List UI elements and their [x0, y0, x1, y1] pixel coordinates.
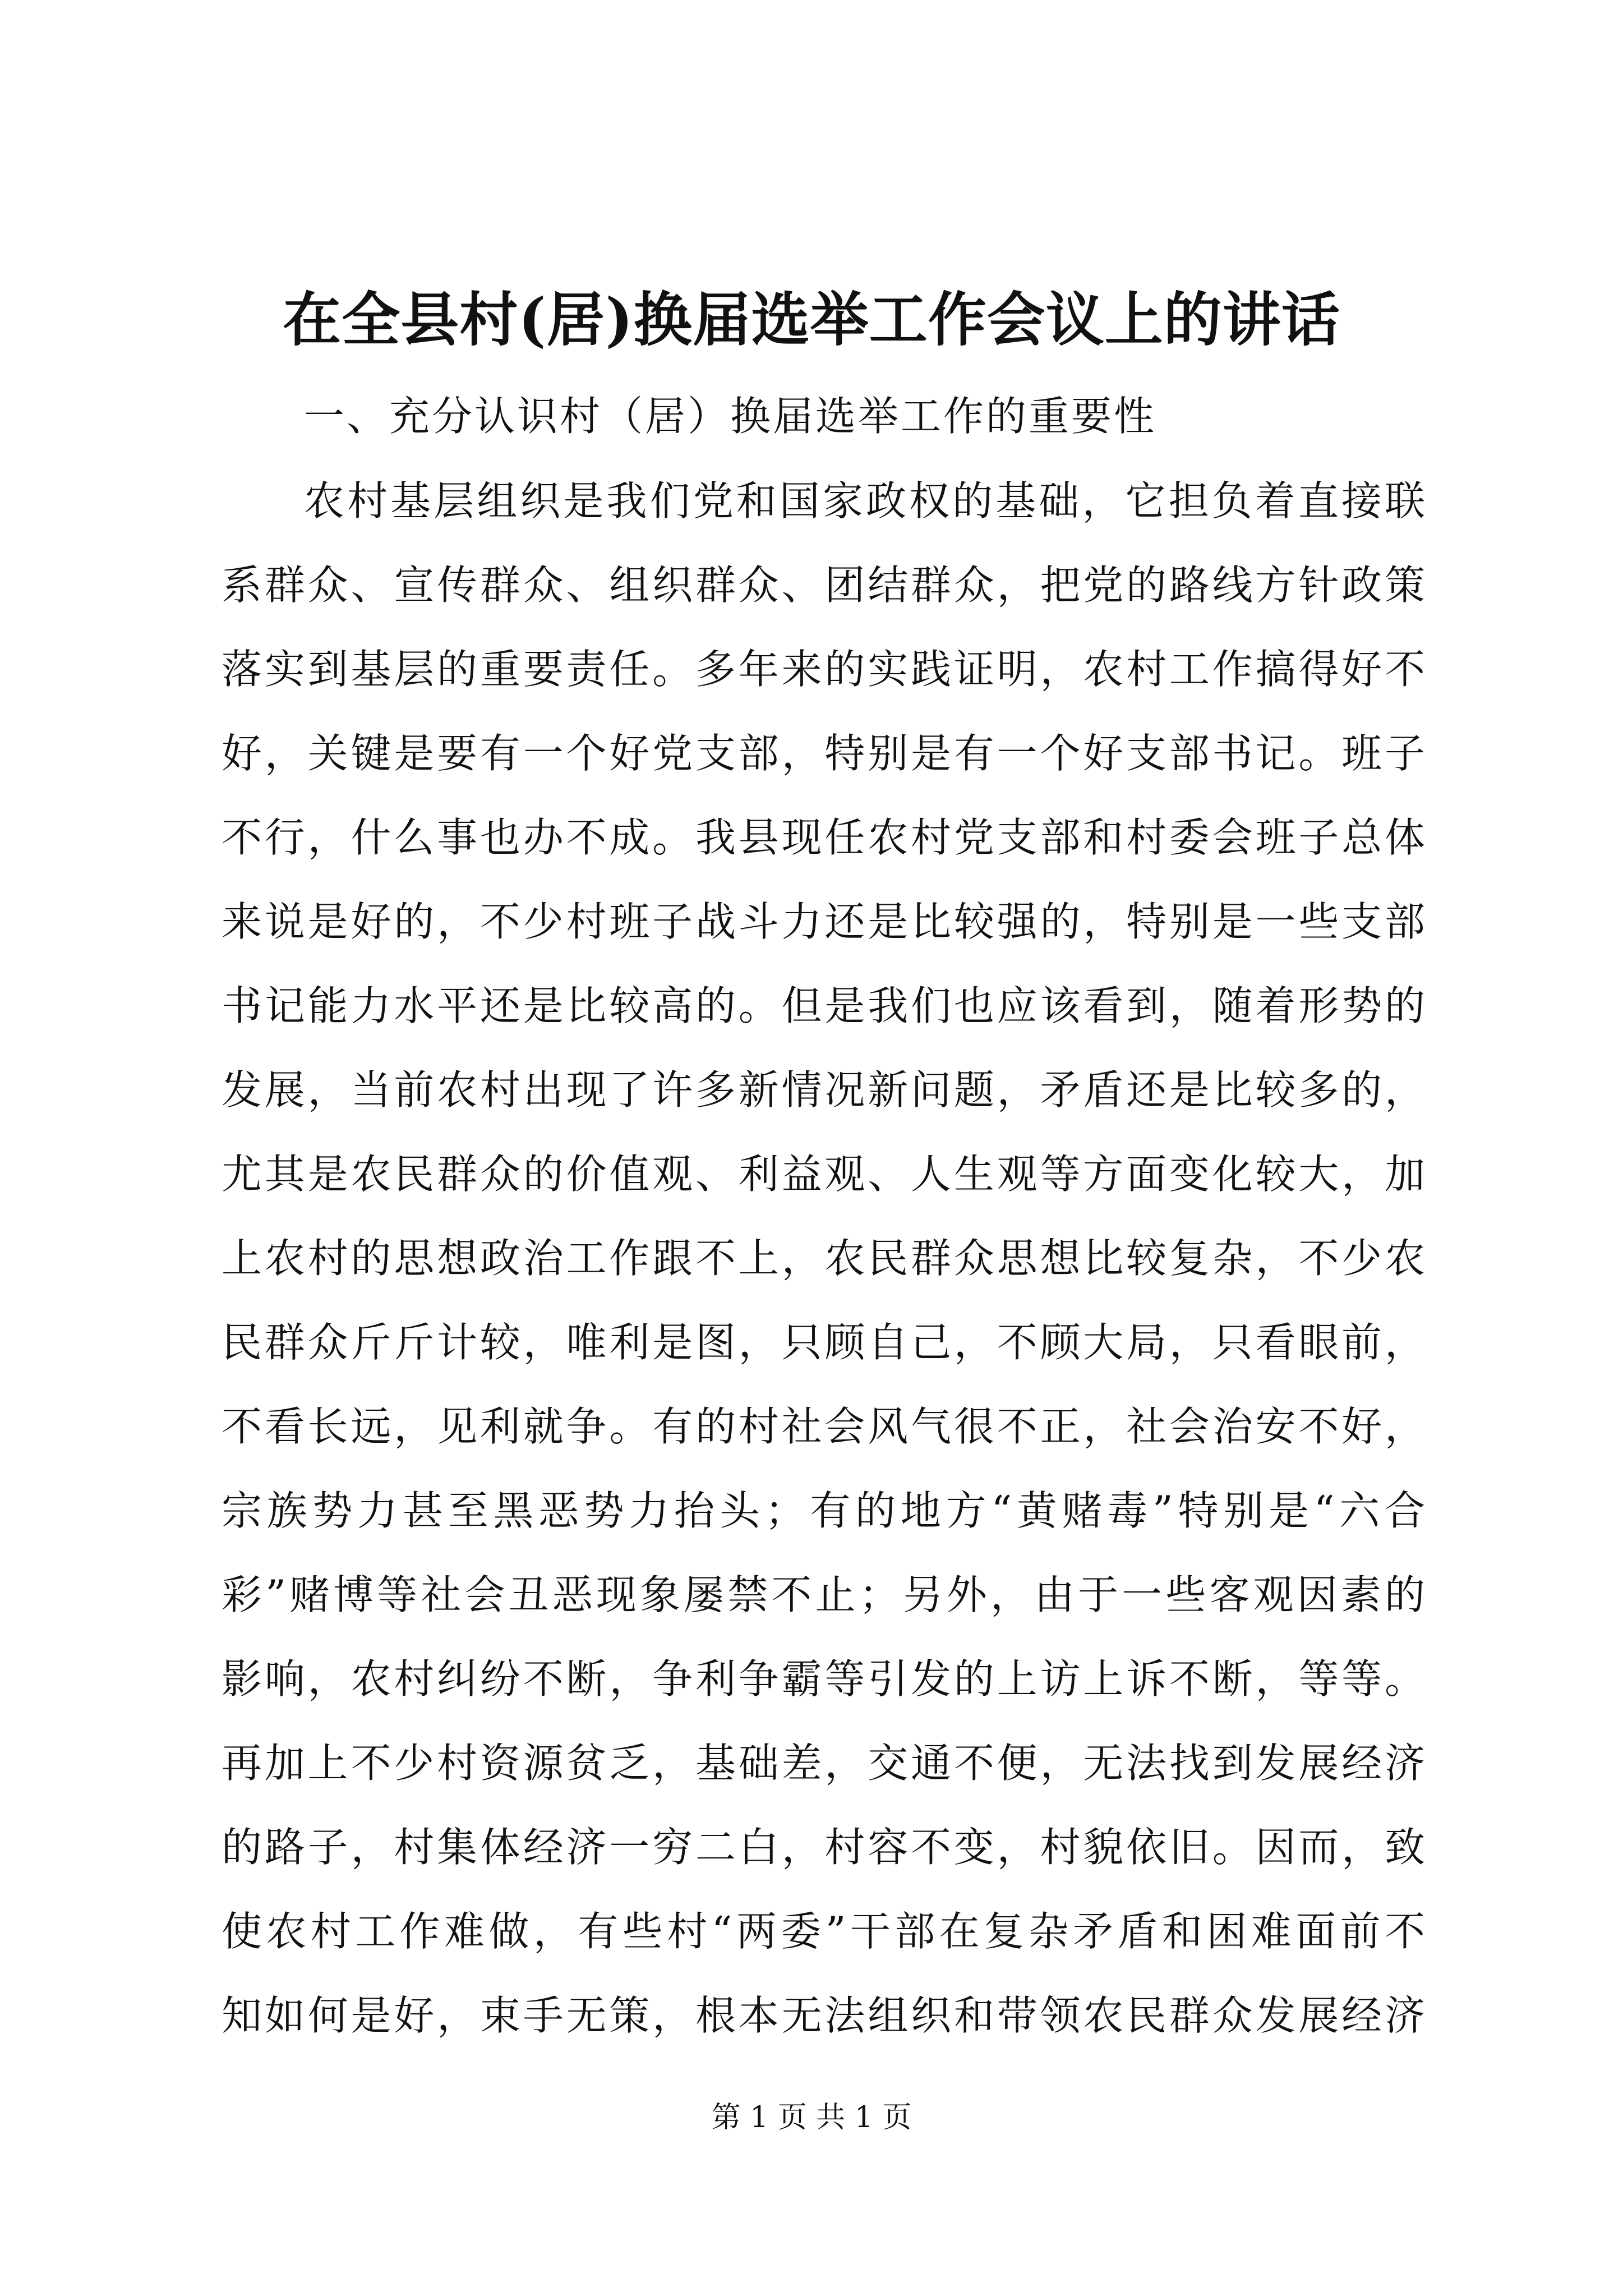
- paragraph-line: 发展，当前农村出现了许多新情况新问题，矛盾还是比较多的，: [222, 1066, 1427, 1114]
- paragraph-line: 的路子，村集体经济一穷二白，村容不变，村貌依旧。因而，致: [222, 1824, 1427, 1871]
- paragraph-line: 不看长远，见利就争。有的村社会风气很不正，社会治安不好，: [222, 1403, 1427, 1450]
- paragraph-line: 影响，农村纠纷不断，争利争霸等引发的上访上诉不断，等等。: [222, 1655, 1427, 1703]
- paragraph-line: 彩”赌博等社会丑恶现象屡禁不止；另外，由于一些客观因素的: [222, 1571, 1427, 1618]
- paragraph-line: 使农村工作难做，有些村“两委”干部在复杂矛盾和困难面前不: [222, 1908, 1427, 1955]
- paragraph-line: 知如何是好，束手无策，根本无法组织和带领农民群众发展经济: [222, 1992, 1427, 2039]
- paragraph-line: 落实到基层的重要责任。多年来的实践证明，农村工作搞得好不: [222, 646, 1427, 693]
- paragraph-line: 民群众斤斤计较，唯利是图，只顾自己，不顾大局，只看眼前，: [222, 1319, 1427, 1366]
- page-footer: 第 1 页 共 1 页: [711, 2101, 912, 2134]
- paragraph-line: 宗族势力甚至黑恶势力抬头；有的地方“黄赌毒”特别是“六合: [222, 1487, 1427, 1534]
- paragraph-line: 尤其是农民群众的价值观、利益观、人生观等方面变化较大，加: [222, 1151, 1427, 1198]
- paragraph-line: 再加上不少村资源贫乏，基础差，交通不便，无法找到发展经济: [222, 1740, 1427, 1787]
- paragraph-line: 系群众、宣传群众、组织群众、团结群众，把党的路线方针政策: [222, 562, 1427, 609]
- section-heading: 一、充分认识村（居）换届选举工作的重要性: [304, 393, 1157, 440]
- paragraph-line: 好，关键是要有一个好党支部，特别是有一个好支部书记。班子: [222, 730, 1427, 777]
- paragraph-line: 农村基层组织是我们党和国家政权的基础，它担负着直接联: [304, 477, 1427, 524]
- paragraph-line: 书记能力水平还是比较高的。但是我们也应该看到，随着形势的: [222, 982, 1427, 1029]
- paragraph-line: 来说是好的，不少村班子战斗力还是比较强的，特别是一些支部: [222, 898, 1427, 945]
- paragraph-line: 不行，什么事也办不成。我县现任农村党支部和村委会班子总体: [222, 814, 1427, 861]
- document-title: 在全县村(居)换届选举工作会议上的讲话: [283, 285, 1340, 354]
- paragraph-line: 上农村的思想政治工作跟不上，农民群众思想比较复杂，不少农: [222, 1235, 1427, 1282]
